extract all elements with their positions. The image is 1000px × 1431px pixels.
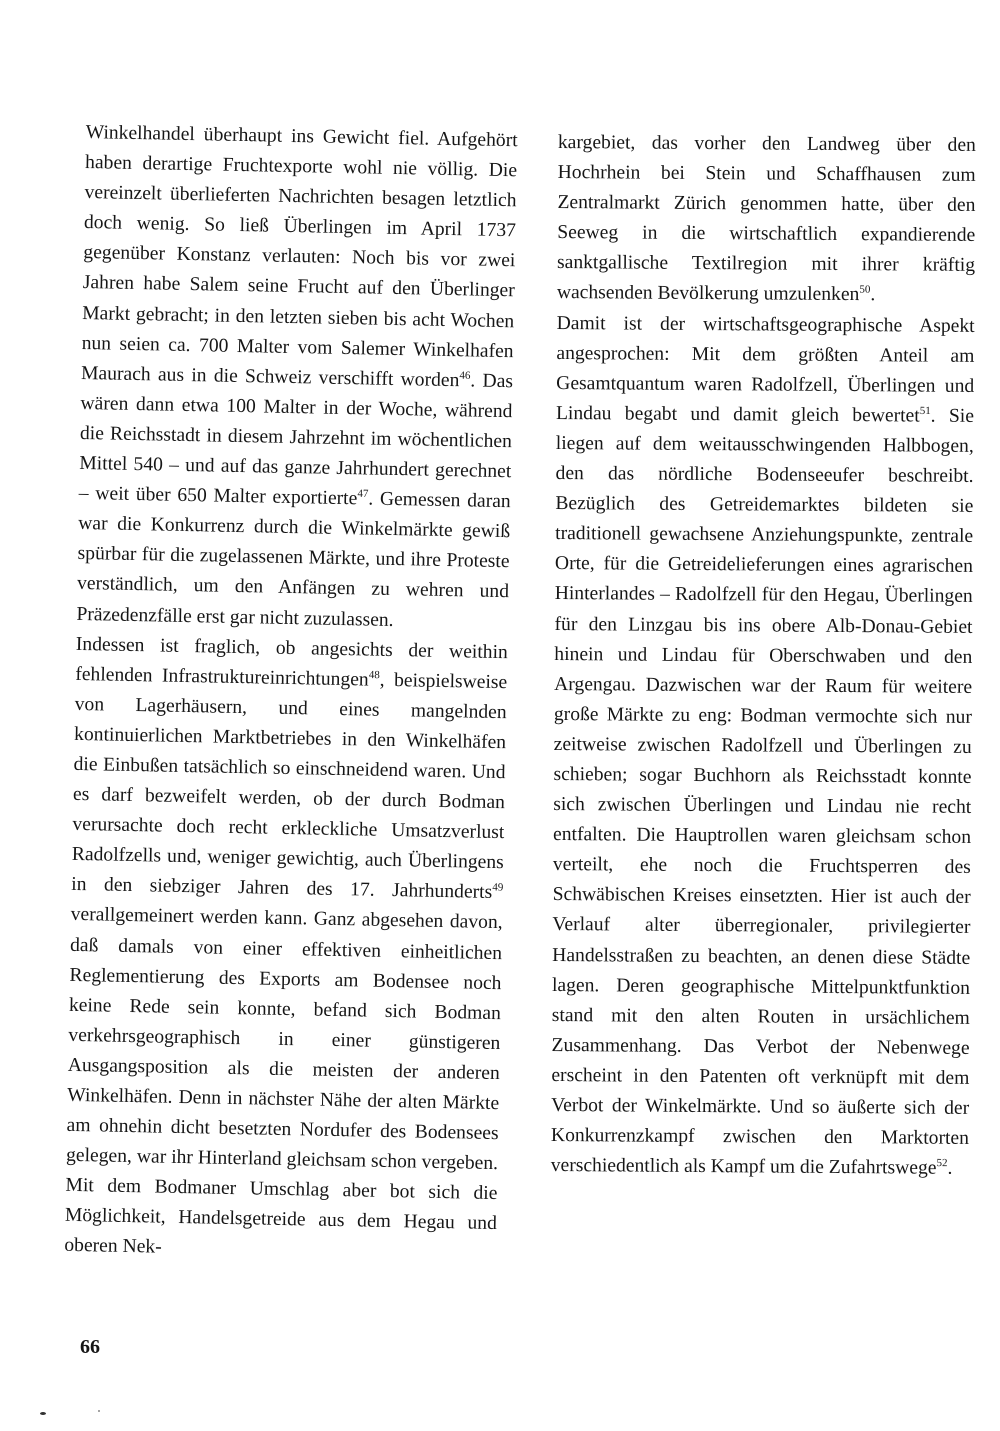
footnote-marker: 47 <box>357 487 369 501</box>
footnote-marker: 46 <box>459 369 471 382</box>
paragraph <box>557 128 976 311</box>
left-text-column <box>64 118 518 1270</box>
scan-speck <box>98 1410 100 1412</box>
paragraph <box>76 118 518 638</box>
text-run: . <box>947 1157 953 1179</box>
text-run: . Das wären dann etwa 100 Malter in der Woche, während die Reichsstadt in diesem Jahrzehnt im wöchentlichen Mittel 540 – und auf das ganze Jahrhundert gerechnet – weit über 650 Malter exportierte <box>78 370 514 510</box>
paragraph <box>64 629 508 1269</box>
text-run: Damit ist der wirtschaftsgeographische Aspekt angesprochen: Mit dem größten Anteil am Gesamtquantum waren Radolfzell, Überlingen und Lindau begabt und damit gleich bewertet <box>555 312 975 427</box>
text-run: kargebiet, das vorher den Landweg über den Hochrhein bei Stein und Schaffhausen zum Zentralmarkt Zürich genommen hatte, über den Seeweg in die wirtschaftlich expandierende sanktgallische Textilregion mit ihrer kräftig wachsenden Bevölkerung umzulenken <box>556 131 976 306</box>
footnote-marker: 48 <box>368 668 380 681</box>
footnote-marker: 51 <box>919 404 931 417</box>
text-run: , beispielsweise von Lagerhäusern, und eines mangelnden kontinuierlichen Marktbetriebes in den Winkelhäfen die Einbußen tatsächlich so einschneidend waren. Und es darf bezweifelt werden, ob der durch Bodman verursachte doch recht erkleckliche Umsatzverlust Radolfzells und, weniger gewichtig, auch Überlingens in den siebziger Jahren des 17. Jahrhunderts <box>71 669 508 904</box>
footnote-marker: 52 <box>936 1157 948 1170</box>
text-run: . <box>870 284 876 306</box>
text-run: . Sie liegen auf dem weitausschwingenden Halbbogen, den das nördliche Bodenseeufer beschreibt. Bezüglich des Getreidemarktes bildeten sie traditionell gewachsene Anziehungspunkte, zentrale Orte, für die Getreidelieferungen eines agrarischen Hinterlandes – Radolfzell für den Hegau, Überlingen für den Linzgau bis ins obere Alb-Donau-Gebiet hinein und Lindau für Oberschwaben und den Argengau. Dazwischen war der Raum für weitere große Märkte zu eng: Bodman vermochte sich nur zeitweise zwischen Radolfzell und Überlingen zu schieben; sogar Buchhorn als Reichsstadt konnte sich zwischen Überlingen und Lindau nie recht entfalten. Die Hauptrollen waren gleichsam schon verteilt, ehe noch die Fruchtsperren des Schwäbischen Kreises einsetzten. Hier ist auch der Verlauf alter überregionaler, privilegierter Handelsstraßen zu beachten, an denen diese Städte lagen. Deren geographische Mittelpunktfunktion stand mit den alten Routen in ursächlichem Zusammenhang. Das Verbot der Nebenwege erscheint in den Patenten oft verknüpft mit dem Verbot der Winkelmärkte. Und so äußerte sich der Konkurrenzkampf zwischen den Marktorten verschiedentlich als Kampf um die Zufahrtswege <box>550 405 975 1179</box>
footnote-marker: 50 <box>859 284 871 297</box>
scan-speck <box>40 1412 46 1415</box>
right-text-column <box>551 128 976 1184</box>
page-number: 66 <box>80 1336 100 1358</box>
paragraph <box>551 309 975 1185</box>
text-run: . Gemessen daran war die Konkurrenz durch die Winkelmärkte gewiß spürbar für die zugelassenen Märkte, und ihre Proteste verständlich, um den Anfängen zu wehren und Präzedenzfälle erst gar nicht zuzulassen. <box>76 488 511 631</box>
text-run: Winkelhandel überhaupt ins Gewicht fiel. Aufgehört haben derartige Fruchtexporte wohl nie völlig. Die vereinzelt überlieferten Nachrichten besagen letztlich doch wenig. So ließ Überlingen im April 1737 gegenüber Konstanz verlauten: Noch bis vor zwei Jahren habe Salem seine Frucht auf den Überlinger Markt gebracht; in den letzten sieben bis acht Wochen nun seien ca. 700 Malter vom Salemer Winkelhafen Maurach aus in die Schweiz verschifft worden <box>80 121 518 391</box>
footnote-marker: 49 <box>492 881 504 894</box>
text-run: Indessen ist fraglich, ob angesichts der weithin fehlenden Infrastruktureinrichtungen <box>75 633 509 691</box>
text-run: verallgemeinert werden kann. Ganz abgesehen davon, daß damals von einer effektiven einheitlichen Reglementierung des Exports am Bodensee noch keine Rede sein konnte, befand sich Bodman verkehrsgeographisch in einer günstigeren Ausgangsposition als die meisten der anderen Winkelhäfen. Denn in nächster Nähe der alten Märkte am ohnehin dicht besetzten Nordufer des Bodensees gelegen, war ihr Hinterland gleichsam schon vergeben. Mit dem Bodmaner Umschlag aber bot sich die Möglichkeit, Handelsgetreide aus dem Hegau und oberen Nek- <box>64 904 503 1259</box>
